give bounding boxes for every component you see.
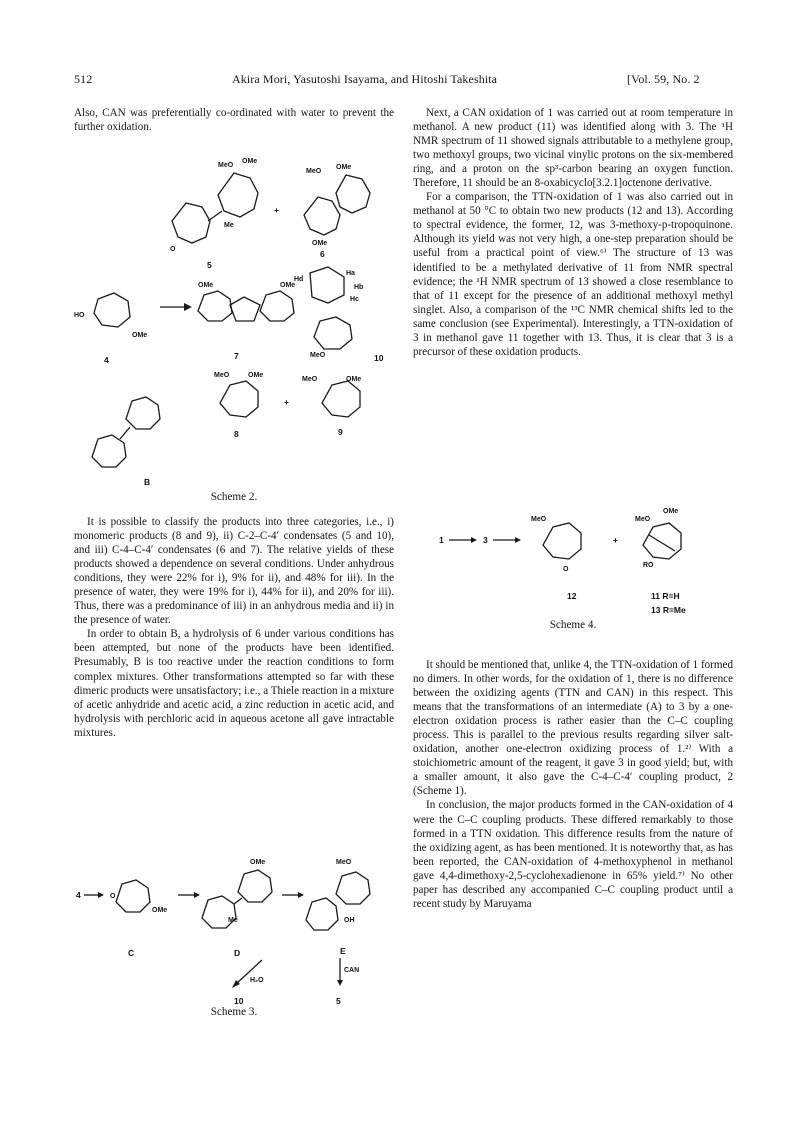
group-meo-12: MeO <box>531 516 547 523</box>
group-meo-6: MeO <box>306 168 322 175</box>
compound-11-13 <box>635 508 686 615</box>
plus-sign-2: + <box>284 397 289 407</box>
volume-info: [Vol. 59, No. 2 <box>627 72 700 86</box>
group-oh-e: OH <box>344 917 355 924</box>
compound-B <box>92 397 160 487</box>
compound-9 <box>302 376 361 437</box>
compound-E <box>306 859 370 956</box>
label-7: 7 <box>234 351 239 361</box>
paragraph-conclusion: In conclusion, the major products formed in the CAN-oxidation of 4 were the C–C coupling products. These differed remarkably to those formed in a TTN oxidation. This difference results from the nature of the oxidizing agent, as has been mentioned. It is noteworthy that, as has been reported, the CAN-oxidation of 4-methoxyphenol in methanol gave 4,4-dimethoxy-2,5-cyclohexadienone in 65% yield.⁷⁾ No other paper has described any accompanied C–C coupling product until a recent study by Maruyama <box>413 799 733 910</box>
label-9: 9 <box>338 427 343 437</box>
label-3-s4: 3 <box>483 535 488 545</box>
compound-6 <box>304 164 370 259</box>
label-8: 8 <box>234 429 239 439</box>
page-number: 512 <box>74 72 93 86</box>
compound-7 <box>198 282 295 361</box>
label-4: 4 <box>104 355 109 365</box>
compound-D <box>202 859 272 958</box>
group-ome-7b: OMe <box>280 282 296 289</box>
compound-4 <box>74 293 147 365</box>
label-11: 11 R=H <box>651 591 680 601</box>
group-meo-10: MeO <box>310 352 326 359</box>
group-ome-4: OMe <box>132 332 148 339</box>
left-intro-paragraph <box>74 106 394 134</box>
paragraph-ttn-oxidation: For a comparison, the TTN-oxidation of 1 was also carried out in methanol at 50 °C to obtain two new products (12 and 13). According to spectral evidence, the former, 12, was 3-methoxy-p-tropoquinone. Although its yield was not very high, a one-step preparation should be useful from a practical point of view.⁶⁾ The structure of 13 was identified to be a methylated derivative of 11 from NMR spectral evidence; the ¹H NMR spectrum of 13 showed a close resemblance to that of 11 except for the presence of an additional methoxyl methyl singlet. Also, a comparison of the ¹³C NMR chemical shifts led to the same conclusion (see Experimental). Interestingly, a TTN-oxidation of 3 in methanol gave 11 together with 13. Thus, it is clear that 3 is a precursor of these oxidation products. <box>413 191 733 358</box>
paragraph-no-dimers: It should be mentioned that, unlike 4, the TTN-oxidation of 1 formed no dimers. In other words, for the oxidation of 1, there is no difference between the oxidizing agents (TTN and CAN) in this respect. This means that the transformations of an intermediate (A) to 3 by a one-electron oxidation process is rather easier than the C–C coupling process. This is parallel to the previous results regarding silver salt-oxidation, another one-electron oxidizing process of 1.²⁾ With a stoichiometric amount of the reagent, it gave 3 in good yield; but, with a smaller amount, it also gave the C-4–C-4′ coupling product, 2 (Scheme 1). <box>413 659 733 798</box>
label-4-s3: 4 <box>76 890 81 900</box>
group-me-5: Me <box>224 222 234 229</box>
label-5: 5 <box>207 260 212 270</box>
group-meo-9: MeO <box>302 376 318 383</box>
group-hd: Hd <box>294 276 304 283</box>
compound-C <box>110 880 167 958</box>
reagent-can: CAN <box>344 967 360 974</box>
group-ha: Ha <box>346 270 355 277</box>
paragraph-can-oxidation: Next, a CAN oxidation of 1 was carried out at room temperature in methanol. A new product (11) was identified along with 3. The ¹H NMR spectrum of 11 showed signals attributable to a methylene group, two methoxyl groups, two vicinal vinylic protons on the six-membered ring, and a proton on the sp³-carbon bearing an oxygen function. Therefore, 11 should be an 8-oxabicyclo[3.2.1]octenone derivative. <box>413 107 733 190</box>
scheme-3-figure <box>74 850 394 1010</box>
group-ome-6b: OMe <box>312 240 328 247</box>
label-C: C <box>128 948 135 958</box>
right-body-bottom <box>413 658 733 911</box>
left-body <box>74 515 394 740</box>
plus-sign: + <box>274 205 279 215</box>
scheme-4-caption: Scheme 4. <box>549 619 597 631</box>
reagent-h2o: H₂O <box>250 977 264 984</box>
group-ho-4: HO <box>74 312 85 319</box>
scheme-2-caption: Scheme 2. <box>210 491 258 503</box>
group-o-c: O <box>110 893 116 900</box>
label-B: B <box>144 477 151 487</box>
compound-8 <box>214 372 263 439</box>
scheme-4-figure <box>413 505 733 625</box>
group-meo-8: MeO <box>214 372 230 379</box>
group-ome-11: OMe <box>663 508 679 515</box>
group-ome-9: OMe <box>346 376 362 383</box>
label-5-s3: 5 <box>336 996 341 1006</box>
label-E: E <box>340 946 346 956</box>
group-hb: Hb <box>354 284 364 291</box>
group-ome-6: OMe <box>336 164 352 171</box>
group-meo-e: MeO <box>336 859 352 866</box>
group-meo-11: MeO <box>635 516 651 523</box>
label-6: 6 <box>320 249 325 259</box>
compound-12 <box>531 516 581 601</box>
label-D: D <box>234 948 241 958</box>
label-1-s4: 1 <box>439 535 444 545</box>
group-o-5: O <box>170 246 176 253</box>
label-13: 13 R=Me <box>651 605 686 615</box>
group-ro-11: RO <box>643 562 654 569</box>
group-hc: Hc <box>350 296 359 303</box>
label-12: 12 <box>567 591 577 601</box>
paragraph-classification: It is possible to classify the products into three categories, i.e., i) monomeric products (8 and 9), ii) C-2–C-4′ condensates (5 and 10), and iii) C-4–C-4′ condensates (6 and 7). The relative yields of these products showed a dependence on several conditions. Under anhydrous conditions, they were 22% for i), 9% for ii), and 48% for iii). In the presence of water, they were 19% for i), 44% for ii), and 20% for iii). Thus, there was a predominance of iii) in an anhydrous media and ii) in the presence of water. <box>74 516 394 627</box>
label-10: 10 <box>374 353 384 363</box>
group-meo-5: MeO <box>218 162 234 169</box>
compound-5 <box>170 158 258 270</box>
plus-sign-s4: + <box>613 535 618 545</box>
group-ome-5: OMe <box>242 158 258 165</box>
group-o-12: O <box>563 566 569 573</box>
group-ome-d: OMe <box>250 859 266 866</box>
paragraph-hydrolysis: In order to obtain B, a hydrolysis of 6 under various conditions has been attempted, but none of the products have been identified. Presumably, B is too reactive under the reaction conditions to form complex mixtures. Other transformations attempted so far with these dimeric products were unsatisfactory; i.e., a Thiele reaction in a mixture of acetic anhydride and acetic acid, a zinc reduction in acetic acid, and hydrolysis with perchloric acid in aqueous acetone all gave intractable mixtures. <box>74 628 394 739</box>
group-me-d: Me <box>228 917 238 924</box>
scheme-2-figure <box>74 145 404 495</box>
group-ome-c: OMe <box>152 907 168 914</box>
scheme-3-caption: Scheme 3. <box>210 1006 258 1018</box>
running-head-authors: Akira Mori, Yasutoshi Isayama, and Hitoshi Takeshita <box>232 72 498 86</box>
compound-10 <box>294 267 384 363</box>
right-body-top <box>413 106 733 359</box>
intro-text: Also, CAN was preferentially co-ordinated with water to prevent the further oxidation. <box>74 107 394 134</box>
group-ome-7a: OMe <box>198 282 214 289</box>
label-10-s3: 10 <box>234 996 244 1006</box>
group-ome-8: OMe <box>248 372 264 379</box>
